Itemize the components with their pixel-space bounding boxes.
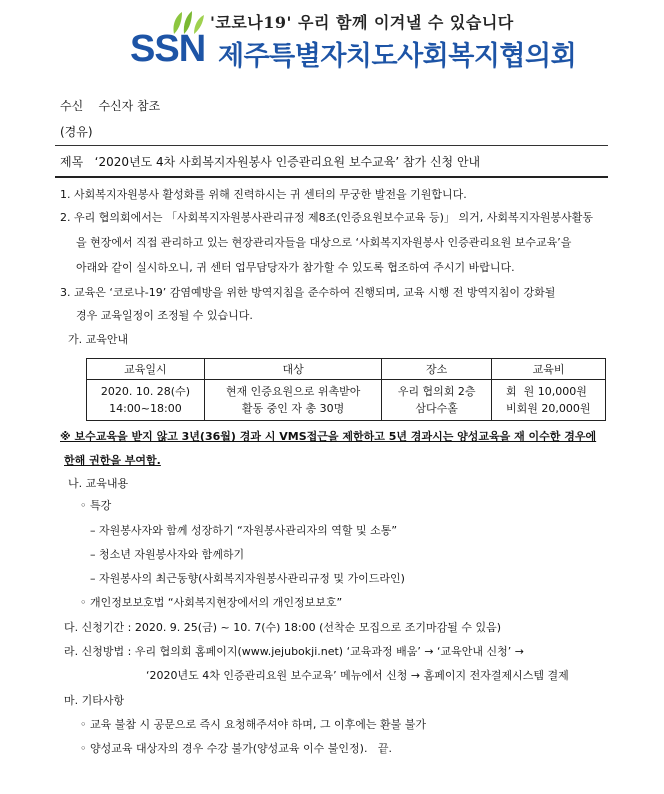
divider-top [55,145,608,146]
title-value: ‘2020년도 4차 사회복지자원봉사 인증관리요원 보수교육’ 참가 신청 안내 [94,155,481,169]
paragraph-3-line-2: 경우 교육일정이 조정될 수 있습니다. [76,309,253,322]
target-line-1: 현재 인증요원으로 위촉받아 [225,385,361,398]
section-ma: 마. 기타사항 [64,694,125,707]
section-ga: 가. 교육안내 [68,333,129,346]
slogan: '코로나19' 우리 함께 이겨낼 수 있습니다 [210,13,514,32]
date-line-2: 14:00~18:00 [109,402,182,415]
divider-title [55,176,608,178]
etc-item-2: ◦ 양성교육 대상자의 경우 수강 불가(양성교육 이수 불인정). 끝. [80,742,393,755]
place-line-2: 삼다수홀 [415,402,458,415]
recipient-label: 수신 [60,99,84,113]
paragraph-1: 1. 사회복지자원봉사 활성화를 위해 진력하시는 귀 센터의 무궁한 발전을 기원합니다. [60,188,467,201]
etc-item-1: ◦ 교육 불참 시 공문으로 즉시 요청해주셔야 하며, 그 이후에는 환불 불가 [80,718,426,731]
table-header-target: 대상 [204,359,381,380]
table-header-row [87,359,606,380]
education-table [86,358,606,421]
table-cell-fee [492,380,606,421]
table-header-fee: 교육비 [492,359,606,380]
title-label: 제목 [60,155,84,169]
fee-line-1: 회 원 10,000원 [506,385,587,398]
table-cell-target [204,380,381,421]
date-line-1: 2020. 10. 28(수) [100,385,191,398]
paragraph-2-line-2: 을 현장에서 직접 관리하고 있는 현장관리자들을 대상으로 ‘사회복지자원봉사 인증관리요원 보수교육’을 [76,236,572,249]
privacy-lecture: ◦ 개인정보보호법 “사회복지현장에서의 개인정보보호” [80,596,343,609]
paragraph-2-line-1: 2. 우리 협의회에서는 「사회복지자원봉사관리규정 제8조(인증요원보수교육 등)」 의거, 사회복지자원봉사활동 [60,211,593,224]
notice-line-2: 한해 권한을 부여함. [64,454,161,467]
table-header-place: 장소 [382,359,492,380]
target-line-2: 활동 중인 자 총 30명 [241,402,345,415]
recipient-value: 수신자 참조 [98,99,161,113]
place-line-1: 우리 협의회 2층 [397,385,476,398]
section-ra-line-1: 라. 신청방법 : 우리 협의회 홈페이지(www.jejubokji.net) ‘교육과정 배움’ → ‘교육안내 신청’ → [64,645,525,658]
table-cell-place [382,380,492,421]
title-line [60,153,480,170]
lecture-item-3: – 자원봉사의 최근동향(사회복지자원봉사관리규정 및 가이드라인) [90,572,405,585]
paragraph-2-line-3: 아래와 같이 실시하오니, 귀 센터 업무담당자가 참가할 수 있도록 협조하여 주시기 바랍니다. [76,261,515,274]
fee-line-2: 비회원 20,000원 [506,402,591,415]
special-lecture: ◦ 특강 [80,499,112,512]
org-name: 제주특별자치도사회복지협의회 [218,41,577,72]
section-da: 다. 신청기간 : 2020. 9. 25(금) ~ 10. 7(수) 18:00 (선착순 모집으로 조기마감될 수 있음) [64,621,502,634]
lecture-item-1: – 자원봉사자와 함께 성장하기 “자원봉사관리자의 역할 및 소통” [90,524,398,537]
paragraph-3-line-1: 3. 교육은 ‘코로나-19’ 감염예방을 위한 방역지침을 준수하여 진행되며, 교육 시행 전 방역지침이 강화될 [60,286,556,299]
table-row [87,380,606,421]
ssn-logo: SSN [130,28,206,70]
section-ra-line-2: ‘2020년도 4차 인증관리요원 보수교육’ 메뉴에서 신청 → 홈페이지 전자결제시스템 결제 [146,669,569,682]
lecture-item-2: – 청소년 자원봉사자와 함께하기 [90,548,245,561]
notice-line-1: ※ 보수교육을 받지 않고 3년(36월) 경과 시 VMS접근을 제한하고 5년 경과시는 양성교육을 재 이수한 경우에 [60,430,597,443]
recipient-line [60,97,160,114]
via-line: (경유) [60,125,93,139]
table-cell-date [87,380,205,421]
section-na: 나. 교육내용 [68,477,129,490]
table-header-date: 교육일시 [87,359,205,380]
